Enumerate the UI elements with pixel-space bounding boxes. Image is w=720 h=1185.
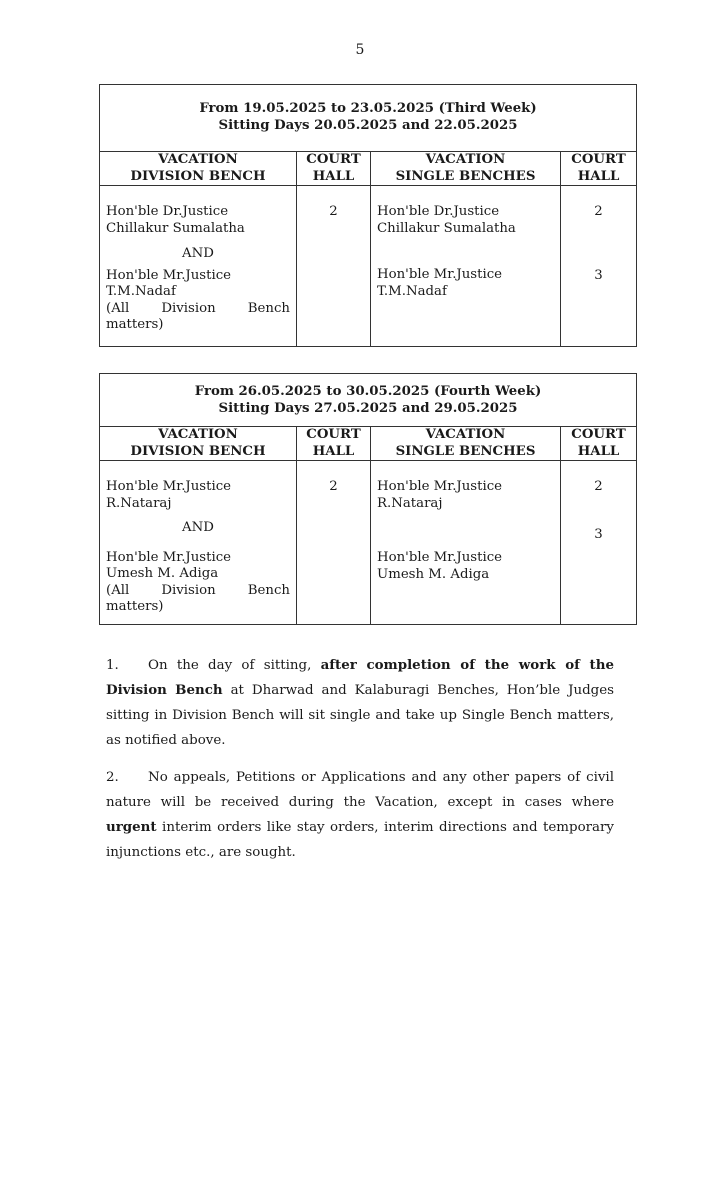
- bold-phrase: after completion of the work of the Division Bench: [106, 657, 614, 698]
- judge-title: Hon'ble Dr.Justice: [106, 204, 229, 219]
- note-paragraph-1: 1. On the day of sitting, after completion of the work of the Division Bench at Dharwad and Kalaburagi Benches, Hon’ble Judges sitting in Division Bench will sit single and take up Single Bench matters, as notified above.: [106, 653, 614, 753]
- court-hall-number: 2: [594, 479, 603, 494]
- column-header-single-benches: VACATION SINGLE BENCHES: [371, 152, 561, 186]
- division-court-hall: 2: [297, 186, 371, 347]
- judge-name: Chillakur Sumalatha: [377, 220, 516, 236]
- sitting-days: Sitting Days 20.05.2025 and 22.05.2025: [218, 117, 518, 133]
- column-header-division-bench: VACATION DIVISION BENCH: [100, 427, 297, 461]
- judge-title: Hon'ble Mr.Justice: [377, 550, 503, 565]
- judge-title: Hon'ble Dr.Justice: [377, 204, 500, 219]
- single-court-halls: [561, 186, 637, 347]
- judge-title: Hon'ble Mr.Justice: [377, 479, 503, 494]
- judge-name: R.Nataraj: [377, 495, 443, 511]
- schedule-table-fourth-week: [99, 373, 637, 625]
- bench-note: (All Division Bench: [106, 300, 290, 316]
- single-court-halls: [561, 461, 637, 625]
- judge-name: T.M.Nadaf: [106, 284, 176, 299]
- single-benches-cell: [371, 186, 561, 347]
- judge-name: T.M.Nadaf: [377, 283, 447, 299]
- sitting-days: Sitting Days 27.05.2025 and 29.05.2025: [218, 400, 518, 416]
- judge-name: Chillakur Sumalatha: [106, 220, 245, 236]
- paragraph-number: 1.: [106, 658, 119, 673]
- single-benches-cell: [371, 461, 561, 625]
- table-header: [100, 85, 637, 152]
- and-label: AND: [182, 246, 214, 261]
- table-header: [100, 374, 637, 427]
- bold-phrase: urgent: [106, 819, 157, 835]
- column-header-single-benches: VACATION SINGLE BENCHES: [371, 427, 561, 461]
- column-header-court-hall: COURT HALL: [561, 152, 637, 186]
- paragraph-number: 2.: [106, 770, 119, 785]
- judge-name: Umesh M. Adiga: [377, 566, 490, 582]
- division-bench-cell: [100, 186, 297, 347]
- judge-name: R.Nataraj: [106, 495, 172, 511]
- column-header-court-hall: COURT HALL: [297, 152, 371, 186]
- bench-note-cont: matters): [106, 599, 164, 614]
- court-hall-number: 2: [594, 204, 603, 219]
- division-bench-cell: [100, 461, 297, 625]
- judge-title: Hon'ble Mr.Justice: [106, 549, 232, 565]
- schedule-table-third-week: [99, 84, 637, 347]
- court-hall-number: 3: [594, 526, 603, 542]
- court-hall-number: 3: [594, 267, 603, 283]
- judge-title: Hon'ble Mr.Justice: [377, 267, 503, 282]
- note-paragraph-2: 2. No appeals, Petitions or Applications and any other papers of civil nature will be received during the Vacation, except in cases where urgent interim orders like stay orders, interim directions and temporary injunctions etc., are sought.: [106, 765, 614, 865]
- bench-note-cont: matters): [106, 317, 164, 332]
- column-header-court-hall: COURT HALL: [297, 427, 371, 461]
- page-number: 5: [355, 42, 365, 58]
- column-header-court-hall: COURT HALL: [561, 427, 637, 461]
- column-header-division-bench: VACATION DIVISION BENCH: [100, 152, 297, 186]
- judge-name: Umesh M. Adiga: [106, 566, 219, 581]
- week-range: From 26.05.2025 to 30.05.2025 (Fourth Week): [194, 384, 542, 399]
- division-court-hall: 2: [297, 461, 371, 625]
- week-range: From 19.05.2025 to 23.05.2025 (Third Week): [199, 101, 537, 116]
- judge-title: Hon'ble Mr.Justice: [106, 267, 232, 283]
- judge-title: Hon'ble Mr.Justice: [106, 479, 232, 494]
- bench-note: (All Division Bench: [106, 582, 290, 598]
- and-label: AND: [182, 520, 214, 535]
